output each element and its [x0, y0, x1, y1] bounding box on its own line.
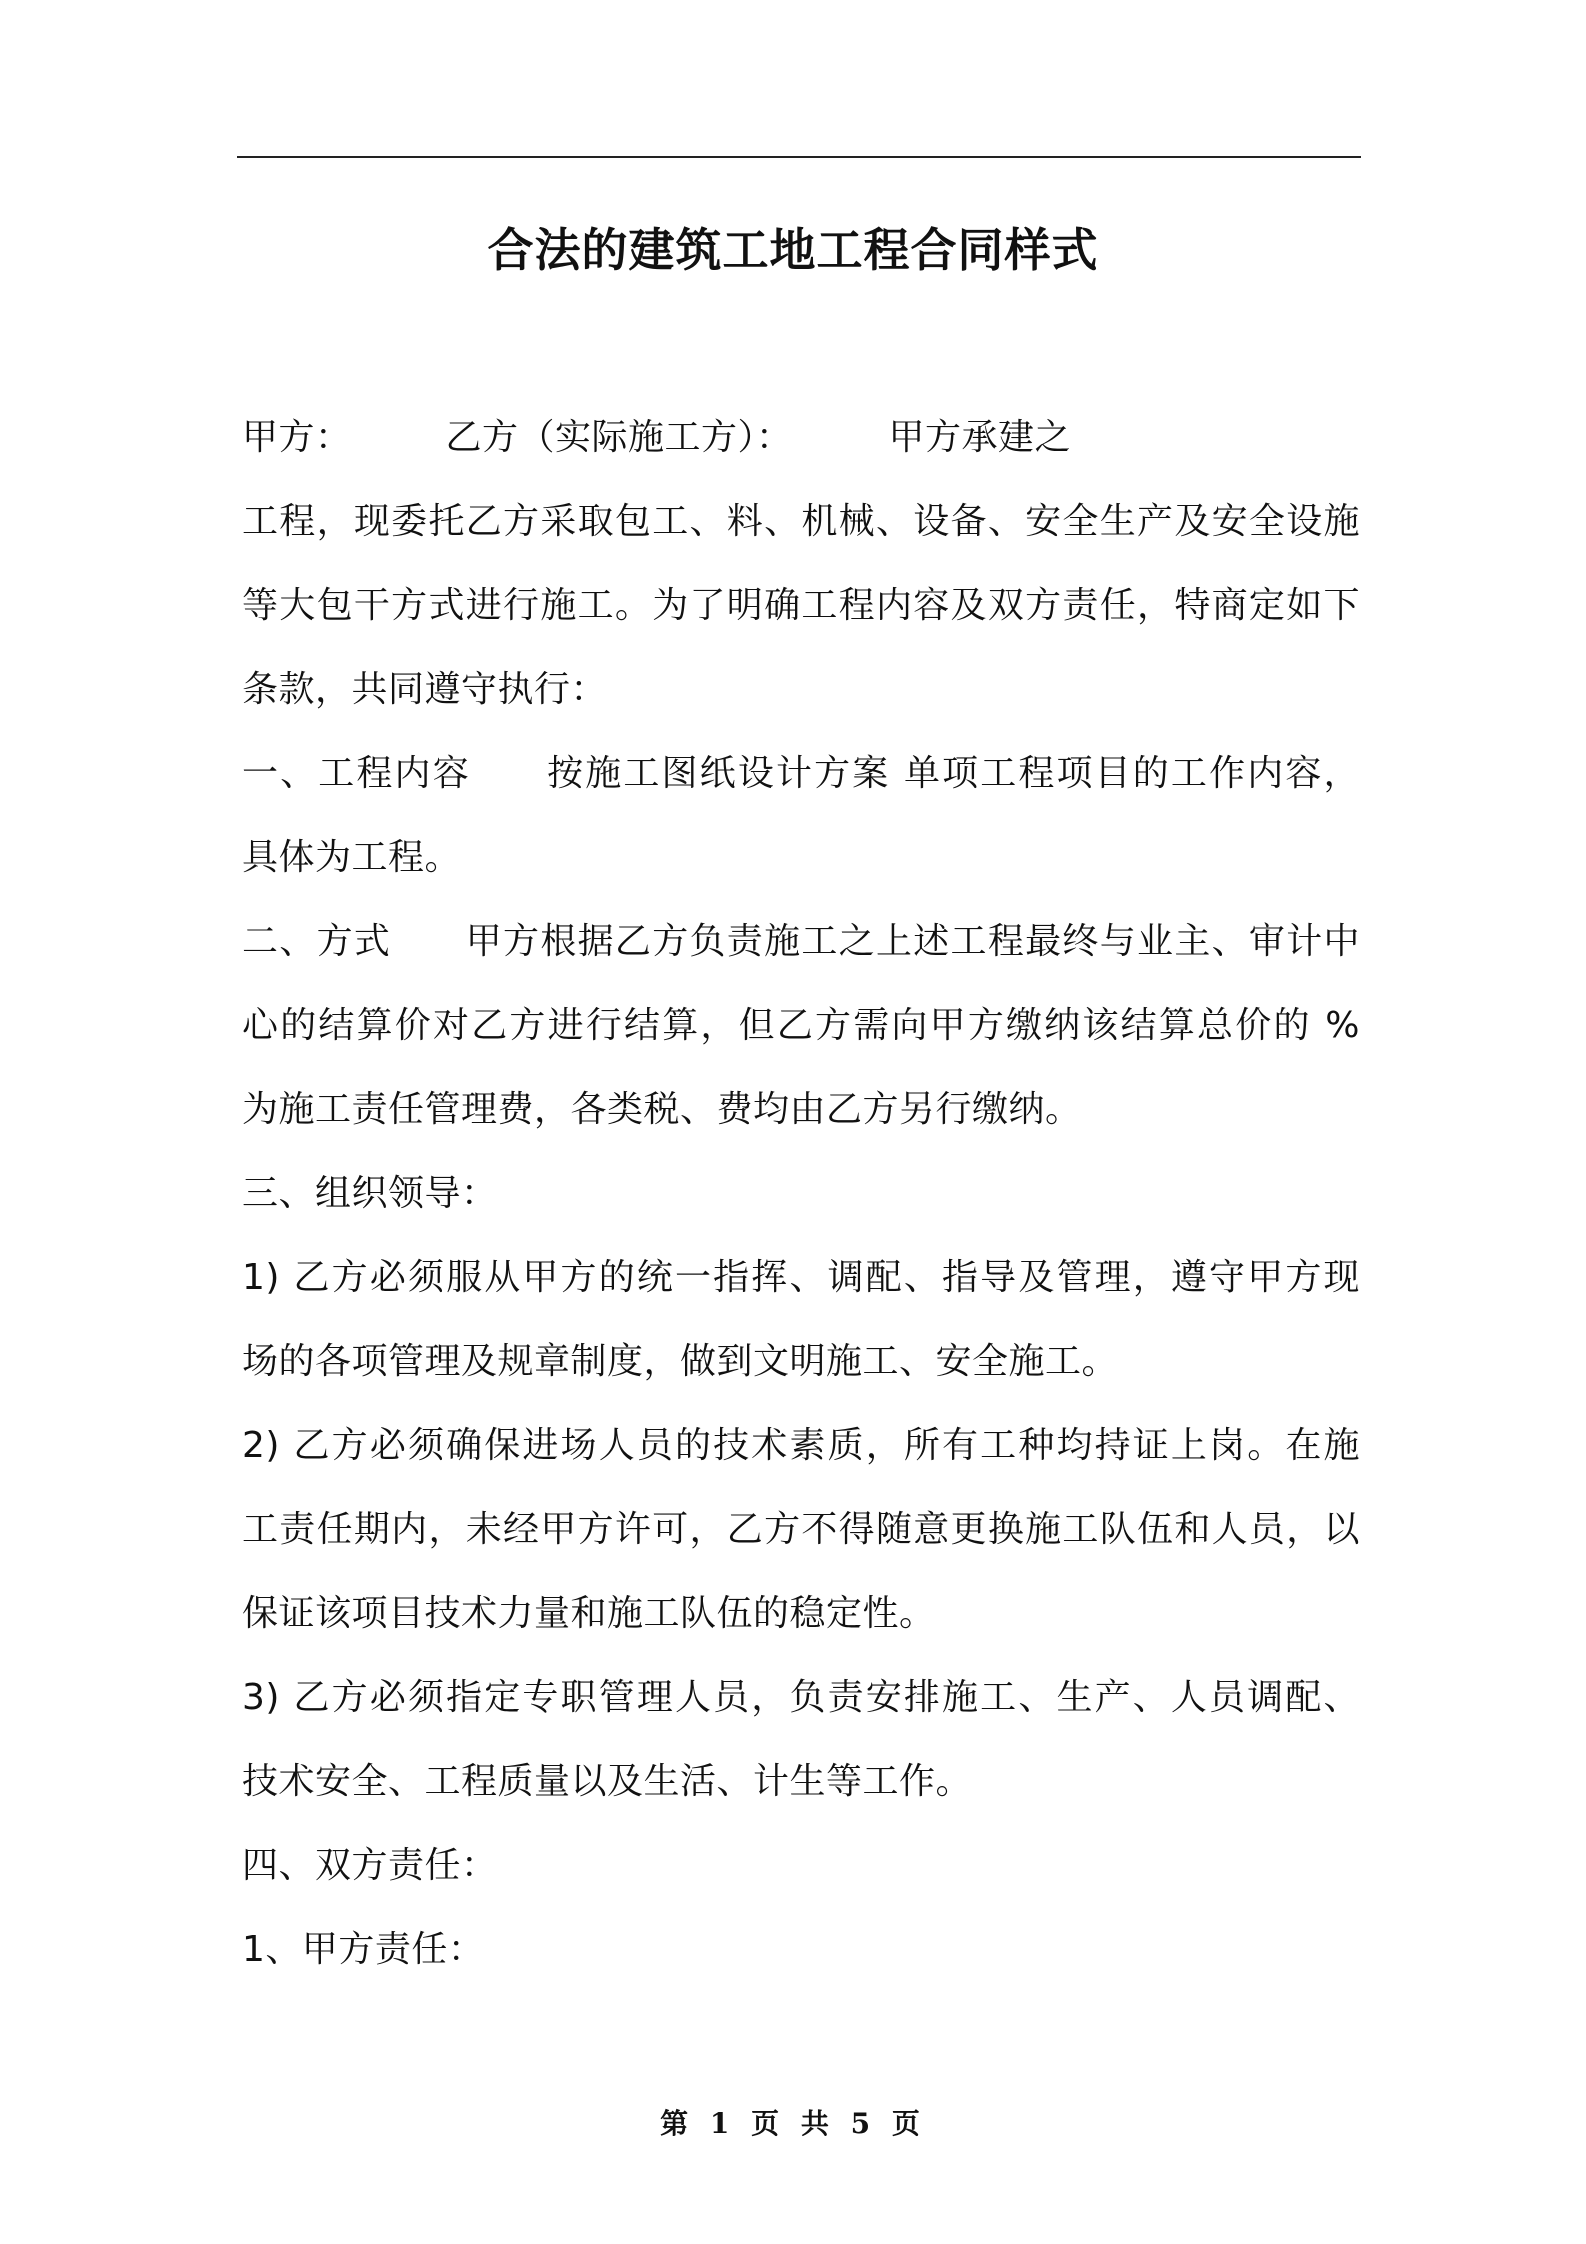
paragraph-line: 等大包干方式进行施工。为了明确工程内容及双方责任，特商定如下	[242, 585, 1360, 626]
party-b-label: 乙方（实际施工方）：	[445, 417, 793, 458]
section-heading-line: 一、工程内容 按施工图纸设计方案 单项工程项目的工作内容，	[242, 753, 1360, 794]
party-line	[242, 408, 1360, 492]
party-a-label: 甲方：	[242, 417, 352, 458]
list-item-line: 工责任期内，未经甲方许可，乙方不得随意更换施工队伍和人员，以	[242, 1509, 1360, 1550]
list-item-line: 2) 乙方必须确保进场人员的技术素质，所有工种均持证上岗。在施	[242, 1425, 1360, 1466]
list-item-line: 技术安全、工程质量以及生活、计生等工作。	[242, 1761, 973, 1802]
list-item-line: 1) 乙方必须服从甲方的统一指挥、调配、指导及管理，遵守甲方现	[242, 1257, 1360, 1298]
header-rule	[237, 156, 1361, 158]
paragraph-line: 工程，现委托乙方采取包工、料、机械、设备、安全生产及安全设施	[242, 501, 1360, 542]
section-heading-line: 二、方式 甲方根据乙方负责施工之上述工程最终与业主、审计中	[242, 921, 1360, 962]
list-item-line: 保证该项目技术力量和施工队伍的稳定性。	[242, 1593, 936, 1634]
list-item-line: 3) 乙方必须指定专职管理人员，负责安排施工、生产、人员调配、	[242, 1677, 1360, 1718]
paragraph-line: 具体为工程。	[242, 837, 462, 878]
paragraph-line: 为施工责任管理费，各类税、费均由乙方另行缴纳。	[242, 1089, 1082, 1130]
paragraph-line: 心的结算价对乙方进行结算，但乙方需向甲方缴纳该结算总价的 %	[242, 1005, 1360, 1046]
section-heading-line: 三、组织领导：	[242, 1173, 498, 1214]
contract-intro: 甲方承建之	[888, 417, 1072, 458]
document-body	[242, 408, 1360, 2004]
list-item-line: 场的各项管理及规章制度，做到文明施工、安全施工。	[242, 1341, 1119, 1382]
page-number: 第 1 页 共 5 页	[660, 2107, 926, 2140]
section-heading-line: 四、双方责任：	[242, 1845, 498, 1886]
document-title: 合法的建筑工地工程合同样式	[487, 223, 1099, 277]
subsection-heading-line: 1、甲方责任：	[242, 1929, 485, 1970]
paragraph-line: 条款，共同遵守执行：	[242, 669, 608, 710]
